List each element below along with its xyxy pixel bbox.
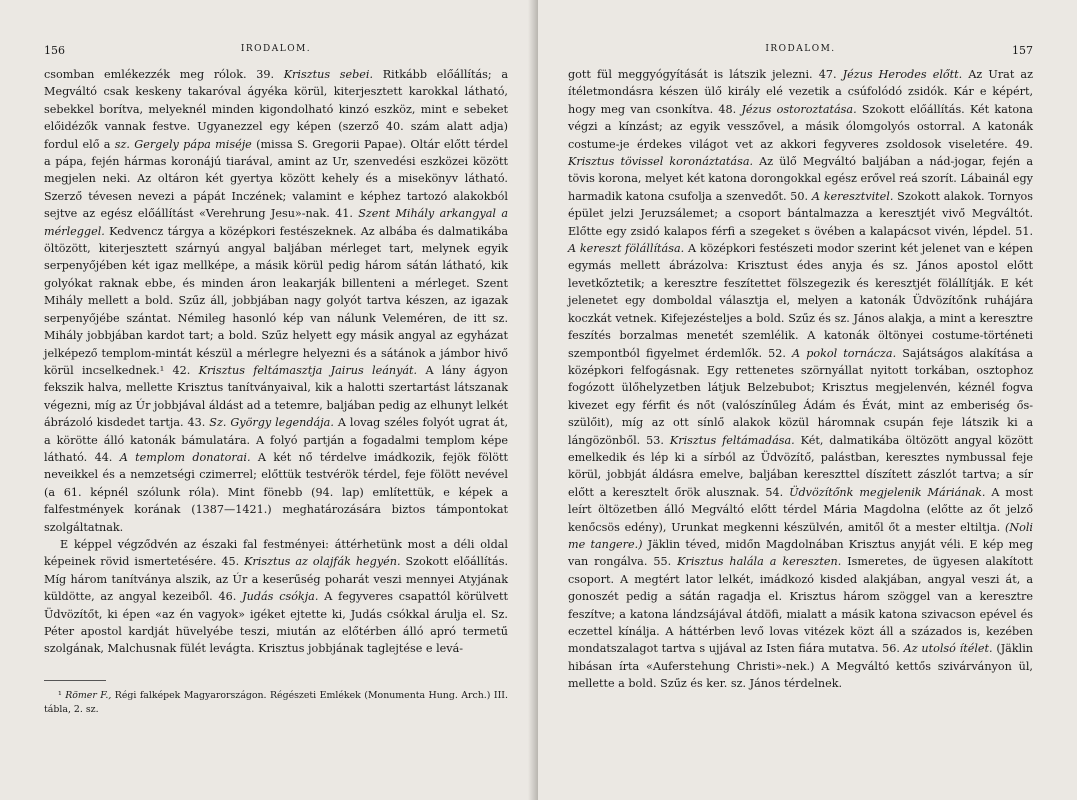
- text-run: A lovag széles folyót ugrat át, a körötte álló katonák bámulatára. A folyó partján a fogadalmi templom képe látható. 44.: [44, 416, 508, 464]
- italic-title: A pokol tornácza.: [792, 346, 897, 360]
- italic-title: Krisztus feltámasztja Jairus leányát.: [198, 363, 418, 377]
- italic-title: Krisztus feltámadása.: [669, 433, 795, 447]
- italic-title: Sz. György legendája.: [209, 416, 334, 430]
- text-run: ¹ 42.: [159, 363, 199, 377]
- text-run: Jäklin téved, midőn Magdolnában Krisztus anyját véli. E kép meg van rongálva. 55.: [568, 537, 1034, 569]
- text-run: Szokott előállítás. Két katona végzi a kínzást; az egyik vesszővel, a másik ólomgolyós ostorral. A katonák costume-je érdekes világot vet az akkori fegyveres zsoldosok viseletére. 49.: [568, 102, 1033, 151]
- right-paragraph-1: [568, 66, 1033, 693]
- text-run: ¹: [58, 689, 66, 701]
- right-page-body: [568, 66, 1033, 693]
- text-run: Az ülő Megváltó baljában a nád-jogar, fején a tövis korona, melyet két katona dorongokkal egész erővel reá szorít. Lábainál egy harmadik katona csufolja a szenvedőt. 50.: [568, 155, 1033, 203]
- text-run: A két nő térdelve imádkozik, fejök fölött neveikkel és a nemzetségi czimerrel; előttük testvérök térdel, feje fölött nevével (a 61. képnél szólunk róla). Mint fönebb (94. lap) említettük, e képek a falfestmények korának (1387—1421.) meghatározására biztos támpontokat szolgáltatnak.: [44, 450, 509, 534]
- italic-title: sz. Gergely pápa miséje: [114, 137, 252, 151]
- text-run: gott fül meggyógyítását is látszik jelezni. 47.: [568, 68, 843, 81]
- italic-title: A keresztvitel.: [811, 189, 894, 203]
- italic-title: Krisztus az olajfák hegyén.: [244, 555, 401, 569]
- text-run: Ritkább előállítás; a Megváltó csak keskeny takaróval ágyéka körül, kiterjesztett karokkal látható, sebekkel borítva, melyeknél minden kigondolható kinzó eszköz, mint e sebeket előidézők vannak festve. Ugyanezzel egy képen (szerző 40. szám alatt adja) fordul elő a: [44, 68, 509, 151]
- text-run: A most leírt öltözetben álló Megváltó előtt térdel Mária Magdolna (előtte az őt jelző kenőcsös edény), Urunkat megkenni készülvén, amitől őt a mester eltiltja.: [568, 485, 1033, 534]
- text-run: Szokott előállítás. Míg három tanítványa alszik, az Úr a keserűség poharát veszi mennyei Atyjának küldötte, az angyal kezeiből. 46.: [44, 555, 509, 604]
- italic-title: Jézus ostoroztatása.: [741, 102, 857, 116]
- text-run: A lány ágyon fekszik halva, mellette Krisztus tanítványaival, kik a halotti szertartást látszanak végezni, míg az Úr jobbjával áldást ad a tetemre, baljában pedig az elhunyt lelkét ábrázoló kisdedet tartja. 43.: [44, 363, 509, 430]
- italic-title: Krisztus halála a kereszten.: [677, 555, 842, 569]
- left-page-body: [44, 66, 508, 658]
- text-run: Két, dalmatikába öltözött angyal között emelkedik és lép ki a sírból az Üdvözítő, palástban, keresztes nymbussal feje körül, jobbját áldásra emelve, baljában kereszttel díszített zászlót tartva; a sír előtt a keresztelt őrök alusznak. 54.: [568, 433, 1034, 499]
- left-page: [0, 0, 538, 800]
- italic-title: (Noli me tangere.): [568, 520, 1033, 551]
- italic-title: Üdvözítőnk megjelenik Máriának.: [789, 485, 986, 499]
- italic-title: Jézus Herodes előtt.: [842, 68, 963, 81]
- left-paragraph-1: [44, 66, 508, 536]
- left-page-header: [44, 36, 508, 58]
- italic-title: Szent Mihály arkangyal a mérleggel.: [44, 207, 508, 238]
- right-page-running-title: IRODALOM.: [765, 44, 836, 54]
- text-run: Az Urat az ítéletmondásra készen ülő király elé vezetik a csúfolódó zsidók. Kár e képért, hogy meg van csonkítva. 48.: [568, 68, 1033, 116]
- footnote-rule: [44, 680, 106, 681]
- left-footnote: [44, 689, 508, 717]
- text-run: Sajátságos alakítása a középkori felfogásnak. Egy rettenetes szörnyállat nyitott torkában, osztophoz fogózott ülőhelyzetben látjuk Belzebubot; Krisztus megjelenvén, kéznél fogva kivezet egy férfit és nőt (valószínűleg Ádám és Évát, mint az emberiség ős-szülőit), míg az ott sínlő alakok közül háromnak csupán feje látszik ki a lángözönből. 53.: [568, 346, 1033, 447]
- text-run: Kedvencz tárgya a középkori festészeknek. Az albába és dalmatikába öltözött, kiterjesztett szárnyú angyal baljában mérleget tart, melynek egyik serpenyőjében két igaz mellképe, a másik körül pedig három sátán látható, kik golyókat raknak ebbe, és minden áron leakarják billenteni a mérleget. Szent Mihály mellett a bold. Szűz áll, jobbjában nagy golyót tartva készen, az igazak serpenyőjébe szántat. Némileg hasonló kép van nálunk Veleméren, de itt sz. Mihály jobbjában kardot tart; a bold. Szűz helyett egy másik angyal az egyházat jelképező templom-mintát készül a mérlegre helyezni és a sátánok a jámbor hivő körül incselkednek.: [44, 224, 508, 377]
- text-run: Ismeretes, de ügyesen alakított csoport. A megtért lator lelkét, imádkozó kisded alakjában, angyal veszi át, a gonoszét pedig a sátán ragadja el. Krisztus három szöggel van a keresztre feszítve; a katona lándzsájával átdöfi, mialatt a másik katona szivacson epével és eczettel kínálja. A háttérben levő lovas vitézek közt áll a százados is, kezében mondatszalagot tartva s ujjával az Isten fiára mutatva. 56.: [568, 555, 1034, 656]
- left-page-number: 156: [44, 44, 65, 57]
- right-page-header: [568, 36, 1033, 58]
- text-run: Régi falképek Magyarországon. Régészeti Emlékek (Monumenta Hung. Arch.) III. tábla, 2. sz.: [44, 689, 508, 715]
- italic-title: Judás csókja.: [242, 590, 319, 604]
- italic-title: A templom donatorai.: [119, 450, 251, 464]
- right-page-number: 157: [1012, 44, 1033, 57]
- text-run: E képpel végződvén az északi fal festményei: áttérhetünk most a déli oldal képeinek rövid ismertetésére. 45.: [44, 537, 508, 569]
- text-run: (Jäklin hibásan írta «Auferstehung Christi»-nek.) A Megváltó kettős szivárványon ül, mellette a bold. Szűz és ker. sz. János térdelnek.: [568, 642, 1033, 691]
- right-page: [538, 0, 1077, 800]
- text-run: Szokott alakok. Tornyos épület jelzi Jeruzsálemet; a csoport bántalmazza a keresztjét vivő Megváltót. Előtte egy zsidó kalapos férfi a szegeket s övében a kalapácsot vivén, lépdel. 51.: [568, 189, 1033, 238]
- italic-title: A kereszt fölállítása.: [568, 242, 685, 256]
- left-page-running-title: IRODALOM.: [240, 44, 312, 54]
- text-run: A fegyveres csapattól körülvett Üdvözítőt, ki épen «az én vagyok» igéket ejtette ki, Judás csókkal árulja el. Sz. Péter apostol kardját hüvelyébe teszi, miután az előtérben álló apró termetű szolgának, Malchusnak fülét levágta. Krisztus jobbjának taglejtése e levá-: [44, 590, 508, 656]
- italic-title: Krisztus tövissel koronáztatása.: [568, 155, 754, 169]
- italic-title: Krisztus sebei.: [283, 68, 374, 81]
- text-run: A középkori festészeti modor szerint két jelenet van e képen egymás mellett ábrázolva: Krisztust édes anyja és sz. János apostol előtt levetkőztetik; a keresztre feszítettet fölszegezik és keresztjét fölállítják. E két jelenetet egy domboldal választja el, melyen a katonák Üdvözítőnk ruhájára koczkát vetnek. Kifejezésteljes a bold. Szűz és sz. János alakja, a mint a keresztre feszítés borzalmas menetét szemlélik. A katonák öltönyei costume-történeti szempontból figyelmet érdemlők. 52.: [568, 242, 1033, 360]
- text-run: (missa S. Gregorii Papae). Oltár előtt térdel a pápa, fején hármas koronájú tiarával, amint az Ur, szenvedési eszközei között megjelen neki. Az oltáron két gyertya között kehely és a misekönyv látható. Szerző tévesen nevezi a pápát Inczének; valamint e képhez tartozó alakokból sejtve az egész előállítást «Verehrung Jesu»-nak. 41.: [44, 137, 508, 221]
- italic-title: Az utolsó ítélet.: [903, 642, 993, 656]
- italic-title: Römer F.,: [65, 689, 112, 701]
- left-paragraph-2: [44, 536, 508, 658]
- text-run: csomban emlékezzék meg rólok. 39.: [44, 68, 284, 81]
